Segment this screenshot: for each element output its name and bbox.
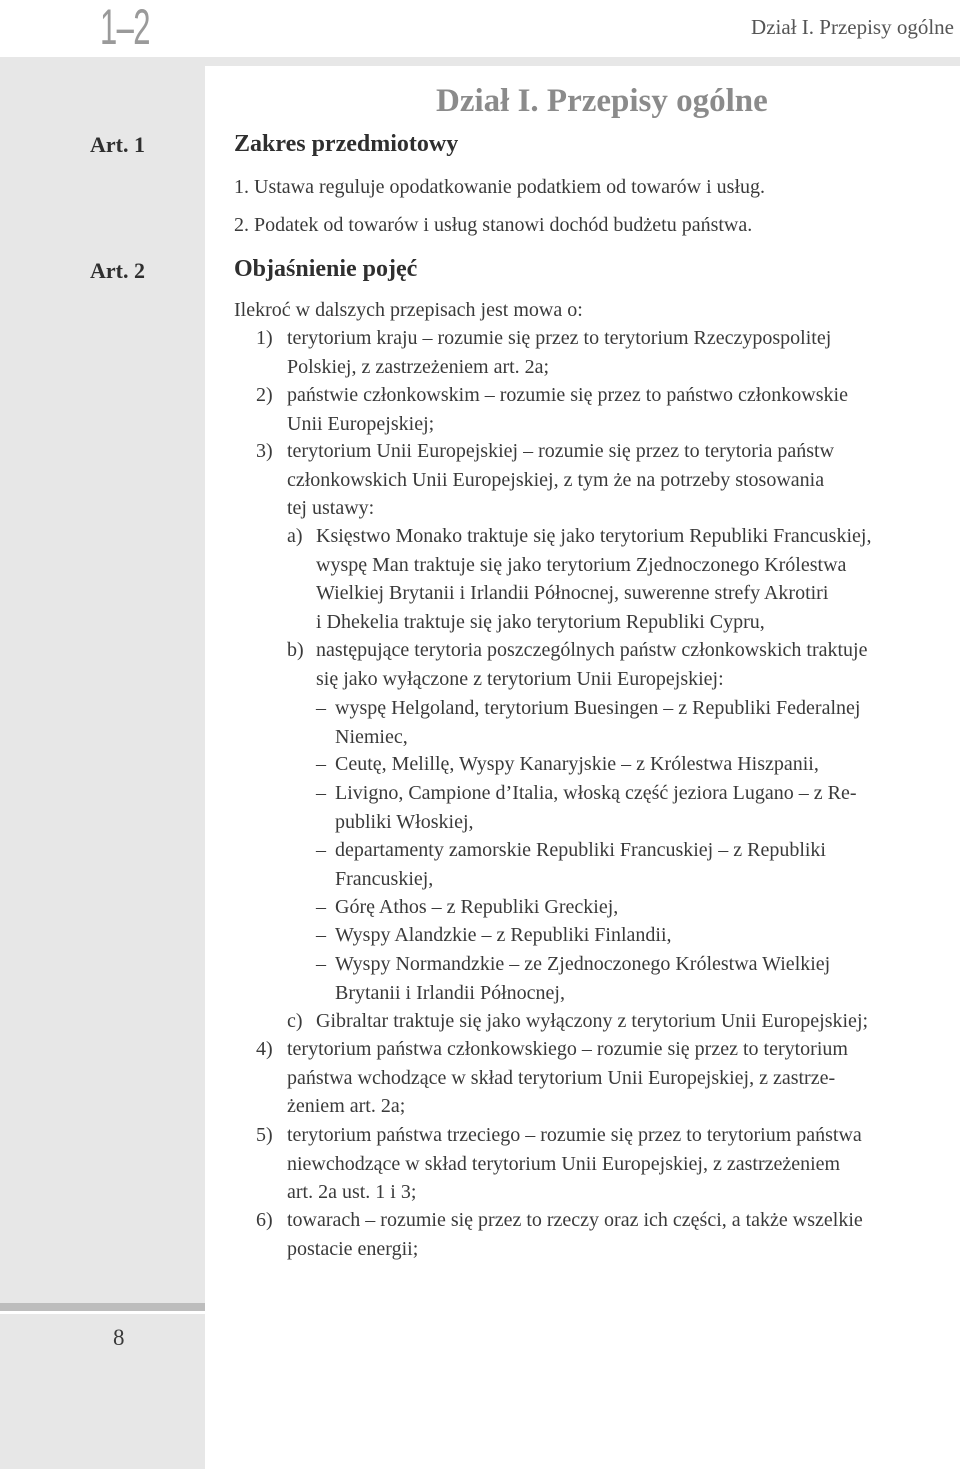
list-line: Livigno, Campione d’Italia, włoską część jeziora Lugano – z Re- — [335, 782, 857, 804]
list-line: art. 2a ust. 1 i 3; — [287, 1181, 417, 1203]
list-line: Brytanii i Irlandii Północnej, — [335, 982, 565, 1004]
list-marker: – — [316, 697, 326, 719]
list-line: Ceutę, Melillę, Wyspy Kanaryjskie – z Królestwa Hiszpanii, — [335, 753, 819, 775]
list-line: Wyspy Normandzkie – ze Zjednoczonego Królestwa Wielkiej — [335, 953, 831, 975]
list-marker: 5) — [256, 1124, 273, 1146]
list-marker: – — [316, 896, 326, 918]
list-line: terytorium Unii Europejskiej – rozumie się przez to terytoria państw — [287, 440, 835, 462]
list-marker: – — [316, 839, 326, 861]
header-band — [205, 57, 960, 66]
art2-heading: Objaśnienie pojęć — [234, 256, 418, 282]
list-line: Niemiec, — [335, 726, 408, 748]
list-marker: – — [316, 782, 326, 804]
art1-paragraph-1: 1. Ustawa reguluje opodatkowanie podatkiem od towarów i usług. — [234, 176, 765, 198]
list-line: się jako wyłączone z terytorium Unii Europejskiej: — [316, 668, 724, 690]
list-line: terytorium kraju – rozumie się przez to terytorium Rzeczypospolitej — [287, 327, 832, 349]
list-line: państwa wchodzące w skład terytorium Unii Europejskiej, z zastrze- — [287, 1067, 836, 1089]
list-line: niewchodzące w skład terytorium Unii Europejskiej, z zastrzeżeniem — [287, 1153, 841, 1175]
list-line: Wyspy Alandzkie – z Republiki Finlandii, — [335, 924, 672, 946]
list-line: członkowskich Unii Europejskiej, z tym że na potrzeby stosowania — [287, 469, 825, 491]
footer-gap — [0, 1311, 205, 1314]
list-marker: a) — [287, 525, 303, 547]
list-line: tej ustawy: — [287, 497, 375, 519]
list-line: Francuskiej, — [335, 868, 434, 890]
art1-label: Art. 1 — [90, 132, 145, 157]
list-line: Wielkiej Brytanii i Irlandii Północnej, suwerenne strefy Akrotiri — [316, 582, 829, 604]
list-marker: – — [316, 924, 326, 946]
list-line: departamenty zamorskie Republiki Francuskiej – z Republiki — [335, 839, 826, 861]
list-line: towarach – rozumie się przez to rzeczy oraz ich części, a także wszelkie — [287, 1209, 863, 1231]
list-line: Unii Europejskiej; — [287, 413, 435, 435]
list-line: wyspę Man traktuje się jako terytorium Zjednoczonego Królestwa — [316, 554, 847, 576]
list-line: Gibraltar traktuje się jako wyłączony z terytorium Unii Europejskiej; — [316, 1010, 869, 1032]
art1-paragraph-2: 2. Podatek od towarów i usług stanowi dochód budżetu państwa. — [234, 214, 753, 236]
list-line: Górę Athos – z Republiki Greckiej, — [335, 896, 619, 918]
list-marker: 3) — [256, 440, 273, 462]
art2-label: Art. 2 — [90, 258, 145, 283]
list-line: następujące terytoria poszczególnych państw członkowskich traktuje — [316, 639, 868, 661]
list-line: terytorium państwa członkowskiego – rozumie się przez to terytorium — [287, 1038, 848, 1060]
list-marker: 6) — [256, 1209, 273, 1231]
list-marker: – — [316, 953, 326, 975]
list-marker: 4) — [256, 1038, 273, 1060]
list-line: żeniem art. 2a; — [287, 1095, 406, 1117]
list-line: postacie energii; — [287, 1238, 419, 1260]
art2-intro: Ilekroć w dalszych przepisach jest mowa o: — [234, 299, 583, 321]
list-marker: b) — [287, 639, 304, 661]
article-range: 1–2 — [100, 0, 150, 55]
list-marker: c) — [287, 1010, 303, 1032]
list-line: Polskiej, z zastrzeżeniem art. 2a; — [287, 356, 550, 378]
list-line: terytorium państwa trzeciego – rozumie się przez to terytorium państwa — [287, 1124, 862, 1146]
chapter-title: Dział I. Przepisy ogólne — [436, 83, 768, 119]
running-head: Dział I. Przepisy ogólne — [751, 15, 954, 39]
list-line: i Dhekelia traktuje się jako terytorium Republiki Cypru, — [316, 611, 765, 633]
page-number: 8 — [113, 1325, 125, 1350]
list-line: państwie członkowskim – rozumie się przez to państwo członkowskie — [287, 384, 848, 406]
list-marker: – — [316, 753, 326, 775]
art1-heading: Zakres przedmiotowy — [234, 131, 459, 157]
list-marker: 1) — [256, 327, 273, 349]
list-line: wyspę Helgoland, terytorium Buesingen – z Republiki Federalnej — [335, 697, 861, 719]
list-marker: 2) — [256, 384, 273, 406]
list-line: Księstwo Monako traktuje się jako terytorium Republiki Francuskiej, — [316, 525, 872, 547]
footer-rule — [0, 1303, 205, 1311]
list-line: publiki Włoskiej, — [335, 811, 474, 833]
